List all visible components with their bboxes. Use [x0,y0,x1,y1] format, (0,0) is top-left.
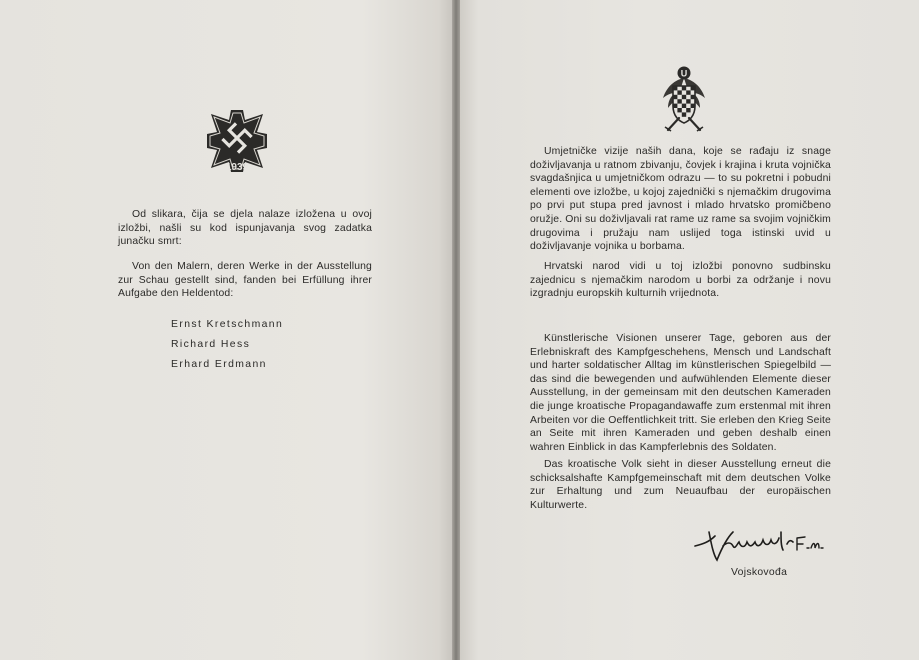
book-gutter [452,0,460,660]
emblem-year: 1939 [225,162,249,173]
german-intro-paragraph-1: Künstlerische Visionen unserer Tage, geboren aus der Erlebniskraft des Kampfgeschehens, Mensch und Landschaft und harter soldatischer Alltag im künstlerischen Spiegelbild — das sind die bewegenden und aufwühlenden Elemente dieser Ausstellung, in der gemeinsam mit den deutschen Kameraden die junge kroatische Propagandawaffe zum erstenmal mit ihren Arbeiten vor die Oeffentlichkeit tritt. Sie erleben den Krieg Seite an Seite mit ihren Kameraden und geben deshalb einen wahren Einblick in das Kampferlebnis des Soldaten. [530,333,831,453]
german-dedication-paragraph: Von den Malern, deren Werke in der Ausstellung zur Schau gestellt sind, fanden bei Erfüllung ihrer Aufgabe den Heldentod: [118,261,372,300]
painter-name: Richard Hess [171,339,251,350]
painter-name: Ernst Kretschmann [171,319,284,330]
croatian-intro-paragraph-2: Hrvatski narod vidi u toj izložbi ponovno sudbinsku zajednicu s njemačkim narodom u borbi za održanje i novu izgradnju europskih kulturnih vrijednota. [530,261,831,300]
painter-name: Erhard Erdmann [171,359,267,370]
handwritten-signature [693,524,833,564]
ustasha-crest-emblem-icon [661,64,707,132]
croatian-dedication-paragraph: Od slikara, čija se djela nalaze izložena u ovoj izložbi, našli su kod ispunjavanja svog zadatka junačku smrt: [118,209,372,248]
crest-letter: U [680,68,688,79]
german-intro-paragraph-2: Das kroatische Volk sieht in dieser Ausstellung erneut die schicksalshafte Kampfgemeinschaft mit dem deutschen Volke zur Erhaltung und zum Neuaufbau der europäischen Kulturwerte. [530,459,831,511]
croatian-intro-paragraph-1: Umjetničke vizije naših dana, koje se rađaju iz snage doživljavanja u ratnom zbivanju, čovjek i krajina i kruta vojnička svagdašnjica u umjetničkom odrazu — to su pokretni i pobudni elementi ove izložbe, u kojoj zajednički s njemačkim drugovima po prvi put stupa pred javnost i mlado hrvatsko promičbeno oružje. Oni su doživljavali rat rame uz rame sa svojim vojničkim drugovima i pružaju nam uslijed toga istinski uvid u doživljavanje vojnika u borbama. [530,146,831,253]
signer-role: Vojskovođa [731,567,788,578]
fallen-painters-list [171,318,283,378]
iron-cross-emblem-icon [205,108,269,174]
